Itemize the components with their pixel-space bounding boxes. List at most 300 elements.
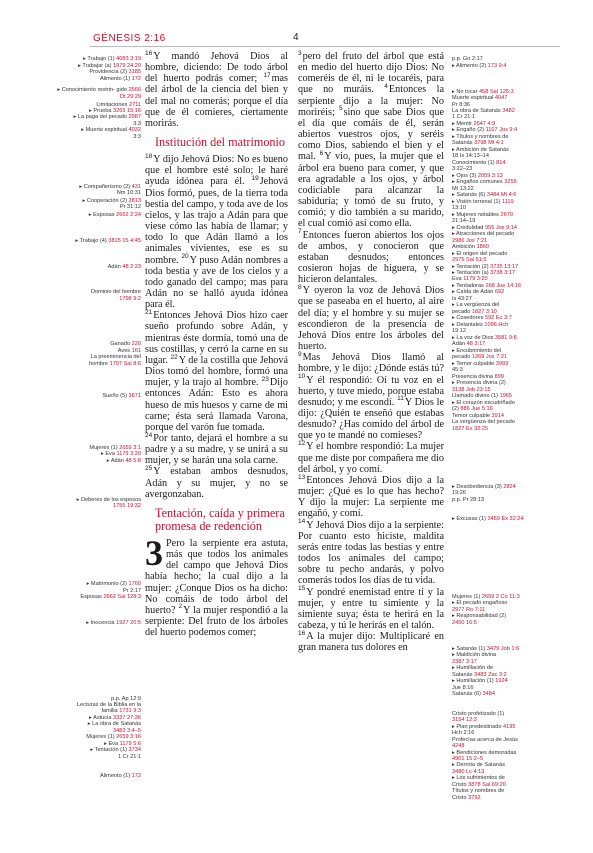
cross-reference (452, 95, 562, 101)
reference-topic: ▸ El pecado engañoso (452, 600, 508, 607)
verse-text: Y puso Adán nombres a toda bestia y ave de los cielos y a todo ganado del campo; mas para Adán no se halló ayuda idónea para él. (145, 254, 288, 311)
cross-reference (452, 737, 562, 743)
cross-reference (452, 186, 562, 192)
cross-reference (452, 490, 562, 496)
reference-topic: ▸ Ojos (3) (452, 172, 478, 179)
text-column-left (145, 51, 288, 638)
cross-reference (452, 309, 562, 315)
reference-number: 3484 (482, 691, 495, 698)
reference-number: 2387 3:17 (452, 658, 477, 665)
cross-reference (452, 652, 562, 658)
cross-reference (452, 782, 562, 788)
cross-reference (55, 581, 141, 587)
reference-number: 161 (131, 347, 141, 354)
reference-number: 2059 3:13 (477, 172, 503, 179)
cross-reference (55, 289, 141, 295)
reference-number: 431 (131, 183, 141, 190)
verse-text: Jehová Dios formó, pues, de la tierra toda bestia del campo, y toda ave de los cielos, y las trajo a Adán para que viese cómo las había de llamar; y todo lo que Adán llamó a los animales vivientes, ese es su nombre. (145, 176, 288, 266)
verse-text: sino que sabe Dios que el día que comáis de él, serán abiertos vuestros ojos, y seréis como Dios, sabiendo el bien y el mal. (298, 106, 445, 163)
cross-reference (55, 198, 141, 204)
cross-reference (55, 741, 141, 747)
cross-reference (452, 328, 562, 334)
reference-number: 2986 Jos 7:21 (452, 237, 488, 244)
reference-topic: Limitaciones (96, 101, 129, 108)
cross-reference (452, 380, 562, 386)
reference-number: 4901 15:2–5 (452, 756, 484, 762)
reference-topic: ▸ Bendiciones demoradas (452, 749, 517, 756)
cross-reference (452, 244, 562, 250)
reference-number: 1965 (499, 393, 513, 400)
reference-topic: ▸ Encubrimiento del (452, 347, 502, 354)
verse-text: Entonces Jehová Dios hizo caer sueño profundo sobre Adán, y mientras éste dormía, tomó una de sus costillas, y cerró la carne en su lugar. (145, 310, 288, 366)
reference-topic: ▸ Excusas (1) (452, 516, 488, 523)
reference-topic: Lecturas de la Biblia en la (76, 702, 141, 708)
reference-number: 814 (496, 159, 506, 166)
cross-reference (452, 685, 562, 691)
reference-number: 48 2:23 (122, 263, 141, 270)
cross-reference (452, 795, 562, 801)
reference-number: 1179 5:6 (119, 740, 141, 747)
cross-reference (452, 393, 562, 399)
verse-text: Pero la serpiente era astuta, más que todos los animales del campo que Jehová Dios había hecho; la cual dijo a la mujer: ¿Conque Dios os ha dicho: No comáis de todo árbol del huerto? (145, 537, 288, 616)
reference-topic: Ganado (110, 341, 132, 348)
cross-reference (55, 76, 141, 82)
reference-topic: Temor culpable (452, 412, 492, 419)
cross-reference (55, 354, 141, 360)
verse-number: 25 (145, 465, 153, 473)
reference-number: 1755 19:32 (113, 503, 141, 510)
reference-number: 2977 Ro 7:11 (452, 606, 486, 613)
cross-reference (452, 89, 562, 95)
reference-number: 899 (494, 373, 504, 380)
verse-text: Por tanto, dejará el hombre a su padre y a su madre, y se unirá a su mujer, y se harán una sola carne. (145, 433, 288, 467)
reference-number: 1179 3:20 (463, 276, 488, 283)
reference-topic: ▸ Esposas (88, 211, 117, 218)
verse-number: 22 (170, 353, 178, 361)
cross-reference (452, 134, 562, 140)
reference-number: 3185 (128, 69, 141, 76)
reference-topic: Nm 10:31 (116, 190, 141, 197)
reference-number: 1827 3:10 (471, 308, 497, 315)
verse-text: Y vio, pues, la mujer que el árbol era bueno para comer, y que era agradable a los ojos, y árbol codiciable para alcanzar la sabiduría; y tomó de su fruto, y comió; y dio también a su marido, el cual comió así como ella. (298, 151, 444, 230)
reference-topic: familia (101, 708, 120, 715)
cross-reference (452, 775, 562, 781)
reference-number: 592 Ec 3:7 (484, 315, 512, 322)
reference-topic: 13:10 (452, 205, 466, 212)
verse-number: 2 (178, 603, 183, 611)
reference-topic: ▸ Mujeres notables (452, 211, 501, 218)
reference-number: 1798 9:2 (119, 295, 141, 302)
reference-number: 1860 (476, 244, 490, 251)
cross-reference (452, 607, 562, 613)
reference-topic: Alimento (1) (99, 773, 132, 780)
verse-number: 20 (181, 253, 189, 261)
reference-number: 3256 (504, 179, 517, 186)
reference-topic: Conocimiento (1) (452, 159, 497, 166)
reference-number: 173 9:4 (487, 62, 507, 69)
cross-reference (55, 114, 141, 120)
reference-topic: ▸ Matrimonio (2) (86, 581, 129, 588)
cross-reference (55, 445, 141, 451)
reference-number: 2659 2 Co 11:3 (481, 594, 520, 600)
cross-reference (452, 114, 562, 120)
reference-number: 3480 Lc 4:13 (452, 768, 485, 775)
reference-number: 3581 9:8 (494, 334, 517, 341)
cross-reference (452, 400, 562, 406)
cross-reference (452, 711, 562, 717)
verse-text: Y Dios le dijo: ¿Quién te enseñó que estabas desnudo? ¿Has comido del árbol de que yo te mandé no comieses? (298, 396, 444, 442)
reference-topic: Is 43:27 (452, 295, 472, 302)
reference-number: 3735 13:17 (490, 263, 519, 270)
running-head: GÉNESIS 2:16 (93, 33, 166, 44)
reference-number: 692 (494, 289, 505, 296)
verse-text: Y Jehová Dios dijo a la serpiente: Por cuanto esto hiciste, maldita serás entre todas las bestias y entre todos los animales del campo; sobre tu pecho andarás, y polvo comerás todos los días de tu vida. (298, 519, 444, 587)
reference-number: 3815 15 4:45 (108, 237, 141, 244)
reference-topic: 19:12 (452, 328, 466, 335)
verse-number: 5 (338, 105, 343, 113)
reference-number: 955 Jos 9:14 (484, 224, 518, 231)
paragraph (145, 466, 288, 499)
cross-reference (452, 276, 562, 282)
reference-number: 2813 (128, 197, 141, 204)
paragraph (145, 433, 288, 466)
cross-reference (452, 426, 562, 432)
reference-topic: Dominio del hombre (90, 289, 141, 296)
reference-topic: 21:14–19 (452, 218, 476, 225)
verse-number: 19 (251, 175, 259, 183)
verse-text: Y estaban ambos desnudos, Adán y su mujer, y no se avergonzaban. (145, 466, 288, 500)
reference-topic: La obra de Satanás (452, 108, 503, 114)
paragraph (298, 631, 444, 653)
reference-number: 4195 (503, 723, 516, 730)
section-heading: Institución del matrimonio (155, 135, 285, 150)
cross-reference (452, 762, 562, 768)
reference-number: 48 3:17 (466, 341, 486, 348)
reference-topic: hombre (89, 360, 110, 367)
reference-topic: Ambición (452, 244, 477, 251)
cross-reference (452, 283, 562, 289)
cross-reference (55, 134, 141, 140)
cross-reference (452, 484, 562, 490)
cross-reference (452, 127, 562, 133)
cross-reference (452, 225, 562, 231)
cross-reference (452, 173, 562, 179)
reference-topic: ▸ Tentación (1) (90, 747, 129, 754)
paragraph (298, 441, 444, 474)
cross-reference (452, 160, 562, 166)
reference-topic: ▸ Satanás (1) (452, 645, 487, 652)
reference-topic: ▸ La vergüenza del (452, 302, 500, 309)
paragraph (145, 154, 288, 310)
reference-topic: ▸ Trabajo (1) (83, 56, 117, 63)
reference-topic: ▸ Tentación (a) (452, 270, 491, 276)
verse-number: 11 (397, 395, 404, 403)
reference-topic: Pr 2:17 (122, 587, 141, 594)
cross-reference (452, 205, 562, 211)
paragraph (145, 310, 288, 433)
reference-topic: ▸ El corazón escudriñado (452, 399, 515, 406)
reference-number: 3483 Zac 3:2 (474, 671, 507, 678)
reference-number: 3914 (491, 412, 504, 419)
reference-topic: ▸ Trabajo (4) (75, 237, 109, 244)
reference-topic: Pr 8:36 (452, 101, 471, 108)
reference-number: 2450 16:5 (452, 619, 477, 626)
cross-reference (55, 63, 141, 69)
cross-reference (55, 773, 141, 779)
reference-number: 1760 (128, 581, 141, 588)
cross-reference (452, 289, 562, 295)
cross-reference (452, 361, 562, 367)
cross-reference (55, 204, 141, 210)
reference-number: 1927 20:5 (116, 619, 141, 626)
verse-number: 9 (298, 350, 302, 358)
cross-reference (452, 296, 562, 302)
cross-reference (452, 724, 562, 730)
reference-topic: ▸ Plan predestinado (452, 723, 504, 730)
cross-reference (452, 367, 562, 373)
reference-topic: ▸ Presencia divina (2) (452, 380, 506, 387)
reference-topic: pecado (452, 308, 472, 315)
cross-reference (55, 87, 141, 100)
reference-number: 4083 3:19 (116, 56, 141, 63)
cross-reference (452, 354, 562, 360)
reference-topic: ▸ Trabajar (a) (78, 62, 113, 69)
reference-topic: 3:3 (133, 133, 141, 140)
verse-text: Y el hombre respondió: La mujer que me diste por compañera me dio del árbol, y yo comí. (298, 441, 444, 475)
reference-number: 268 Jue 14:16 (485, 282, 521, 289)
cross-reference (55, 497, 141, 503)
reference-number: 458 Sal 125:3 (479, 88, 514, 95)
reference-topic: 1 Cr 21:1 (117, 753, 141, 760)
reference-topic: Profecías acerca de Jesús (452, 736, 518, 743)
paragraph (298, 51, 444, 230)
cross-reference (55, 184, 141, 190)
reference-topic: ▸ Ambición de Satanás (452, 146, 509, 153)
verse-text: Dijo entonces Adán: Esto es ahora hueso de mis huesos y carne de mi carne; ésta será llamada Varona, porque del varón fue tomada. (145, 377, 288, 433)
reference-number: 2824 (503, 483, 516, 490)
paragraph (145, 51, 288, 129)
reference-number: 3792 (468, 794, 481, 801)
reference-number: 2659 3:1 (119, 444, 141, 451)
cross-reference (55, 361, 141, 367)
reference-number: 3734 (128, 747, 141, 754)
cross-reference (452, 251, 562, 257)
cross-reference (55, 212, 141, 218)
reference-number: 3484 Mt 4:6 (486, 192, 517, 199)
cross-reference (452, 374, 562, 380)
reference-number: 1979 24:20 (113, 62, 141, 69)
section-heading: Tentación, caída y primera promesa de redención (155, 505, 285, 533)
reference-topic: ▸ Engaños comunes (452, 179, 505, 186)
reference-topic: ▸ Tentadoras (452, 282, 486, 289)
cross-reference (452, 743, 562, 749)
cross-reference (55, 69, 141, 75)
cross-reference (452, 212, 562, 218)
reference-number: 48 5:8 (125, 457, 141, 464)
reference-topic: 45:3 (452, 367, 463, 374)
reference-topic: Cristo profetizado (1) (452, 710, 505, 717)
reference-topic: Alimento (1) (99, 75, 132, 82)
reference-topic: ▸ Prueba (89, 108, 113, 114)
paragraph (298, 520, 444, 587)
reference-topic: Satanás (6) (452, 691, 483, 698)
cross-reference (55, 451, 141, 457)
cross-reference (452, 257, 562, 263)
paragraph (298, 230, 444, 286)
cross-reference (55, 264, 141, 270)
reference-topic: Cristo (452, 794, 469, 801)
reference-number: 1179 3:20 (116, 451, 141, 458)
reference-topic: ▸ Alimento (2) (452, 62, 488, 69)
reference-number: 3671 (128, 393, 141, 400)
paragraph (298, 475, 444, 520)
reference-topic: ▸ Caída de Adán (452, 289, 495, 296)
reference-topic: Aves (117, 347, 132, 354)
verse-number: 6 (319, 150, 324, 158)
cross-reference (452, 646, 562, 652)
reference-number: 172 (131, 75, 141, 82)
reference-number: 3337 27:36 (113, 714, 141, 721)
reference-topic: 3:3 (133, 120, 141, 127)
reference-topic: Pr 31:12 (119, 204, 141, 211)
reference-number: 2566 Dt 29:29 (119, 87, 141, 100)
header-rule (90, 46, 560, 47)
verse-text: Y pondré enemistad entre ti y la mujer, y entre tu simiente y la simiente suya; ésta te herirá en la cabeza, y tú le herirás en el talón. (298, 586, 444, 631)
reference-topic: ▸ Adán (106, 457, 126, 464)
reference-topic: ▸ Los sufrimientos de (452, 775, 505, 782)
cross-reference (452, 756, 562, 762)
reference-topic: Títulos y nombres de (452, 788, 505, 795)
paragraph (298, 587, 444, 632)
cross-reference (55, 594, 141, 600)
cross-reference (452, 594, 562, 600)
reference-topic: Muerte espiritual (452, 95, 495, 102)
cross-reference (452, 121, 562, 127)
cross-reference (452, 56, 562, 62)
verse-number: 24 (145, 431, 153, 439)
cross-reference (55, 702, 141, 708)
reference-number: 1107 Jos 9:4 (485, 127, 518, 134)
reference-number: 1119 (501, 198, 514, 205)
reference-topic: La preeminencia del (90, 354, 141, 361)
cross-reference (452, 665, 562, 671)
reference-topic: ▸ Títulos y nombres de (452, 133, 509, 140)
reference-number: 1924 (495, 678, 508, 685)
cross-reference (55, 108, 141, 114)
reference-topic: ▸ Engaño (2) (452, 127, 486, 134)
reference-topic: ▸ Delantales (452, 321, 485, 328)
reference-number: 3154 12:3 (452, 717, 477, 724)
cross-reference (55, 734, 141, 740)
cross-reference (452, 659, 562, 665)
reference-topic: La vergüenza del pecado (452, 419, 515, 426)
cross-reference (452, 769, 562, 775)
reference-topic: Mt 13:22 (452, 185, 474, 192)
cross-reference (452, 691, 562, 697)
cross-reference (452, 497, 562, 503)
reference-topic: 18 Is 14:13–14 (452, 153, 490, 160)
verse-text: Y de la costilla que Jehová Dios tomó del hombre, formó una mujer, y la trajo al hombre. (145, 354, 288, 389)
cross-reference (452, 179, 562, 185)
reference-topic: Cristo (452, 781, 469, 788)
reference-number: 1731 9:3 (119, 708, 141, 715)
reference-topic: ▸ La paga del pecado (73, 114, 129, 121)
cross-reference (55, 121, 141, 127)
reference-topic: Jue 8:16 (452, 684, 474, 691)
cross-reference (452, 238, 562, 244)
cross-reference (55, 708, 141, 714)
cross-reference (452, 270, 562, 276)
reference-topic: ▸ Derrota de Satanás (452, 762, 505, 769)
verse-number: 8 (298, 283, 302, 291)
cross-reference (452, 750, 562, 756)
verse-text: pero del fruto del árbol que está en medio del huerto dijo Dios: No comeréis de él, ni le tocaréis, para que no muráis. (298, 51, 444, 96)
reference-number: 2975 Sal 51:5 (452, 257, 487, 264)
cross-reference (452, 406, 562, 412)
cross-reference (55, 341, 141, 347)
cross-reference (55, 715, 141, 721)
cross-reference (452, 672, 562, 678)
cross-reference (55, 393, 141, 399)
cross-reference (452, 678, 562, 684)
reference-number: 2670 (500, 211, 513, 218)
chapter-number: 3 (145, 532, 163, 573)
verse-number: 23 (261, 375, 269, 383)
reference-number: 1269 Jos 7:21 (471, 354, 508, 361)
reference-topic: (2) (452, 406, 461, 413)
reference-number: 2659 3:16 (116, 734, 141, 741)
cross-reference (452, 199, 562, 205)
cross-reference (452, 600, 562, 606)
reference-number: 2711 (128, 101, 141, 108)
reference-number: 1096 Hch (484, 321, 509, 328)
reference-topic: ▸ Tentación (2) (452, 263, 491, 270)
cross-reference (452, 264, 562, 270)
cross-reference (55, 348, 141, 354)
cross-reference (55, 458, 141, 464)
reference-number: 886 Jue 5:16 (460, 406, 493, 413)
cross-reference (452, 108, 562, 114)
verse-text: Entonces Jehová Dios dijo a la mujer: ¿Qué es lo que has hecho? Y dijo la mujer: La serpiente me engañó, y comí. (298, 474, 444, 520)
reference-topic: ▸ Astucia (89, 714, 113, 721)
verse-number: 3 (298, 49, 302, 57)
reference-topic: Mujeres (1) (452, 594, 482, 600)
text-column-right (298, 51, 444, 653)
reference-topic: ▸ Conocimiento restrin- gido (57, 87, 129, 94)
verse-number: 16 (145, 49, 153, 57)
verse-number: 15 (298, 585, 306, 593)
reference-topic: p.p. Ap 12:9 (111, 695, 141, 702)
verse-number: 12 (298, 440, 306, 448)
reference-number: 3482 (502, 108, 515, 114)
reference-topic: ▸ Muerte espiritual (81, 127, 129, 134)
verse-number: 4 (384, 83, 388, 91)
reference-topic: ▸ Mentir (452, 120, 474, 127)
cross-reference (55, 747, 141, 753)
reference-topic: Providencia (2) (89, 69, 129, 76)
reference-number: 4047 (494, 95, 508, 102)
cross-reference (452, 218, 562, 224)
cross-reference (452, 730, 562, 736)
verse-text: Entonces la serpiente dijo a la mujer: No moriréis; (298, 84, 444, 118)
cross-reference (452, 613, 562, 619)
verse-text: Y oyeron la voz de Jehová Dios que se paseaba en el huerto, al aire del día; y el hombre y su mujer se escondieron de la presencia de Jehová Dios entre los árboles del huerto. (298, 285, 444, 353)
reference-topic: 19:26 (452, 490, 466, 497)
reference-number: 3878 Sal 69:20 (468, 781, 506, 788)
cross-reference (452, 315, 562, 321)
verse-number: 17 (263, 71, 271, 79)
verse-text: Y dijo Jehová Dios: No es bueno que el hombre esté solo; le haré ayuda idónea para él. (145, 154, 288, 188)
